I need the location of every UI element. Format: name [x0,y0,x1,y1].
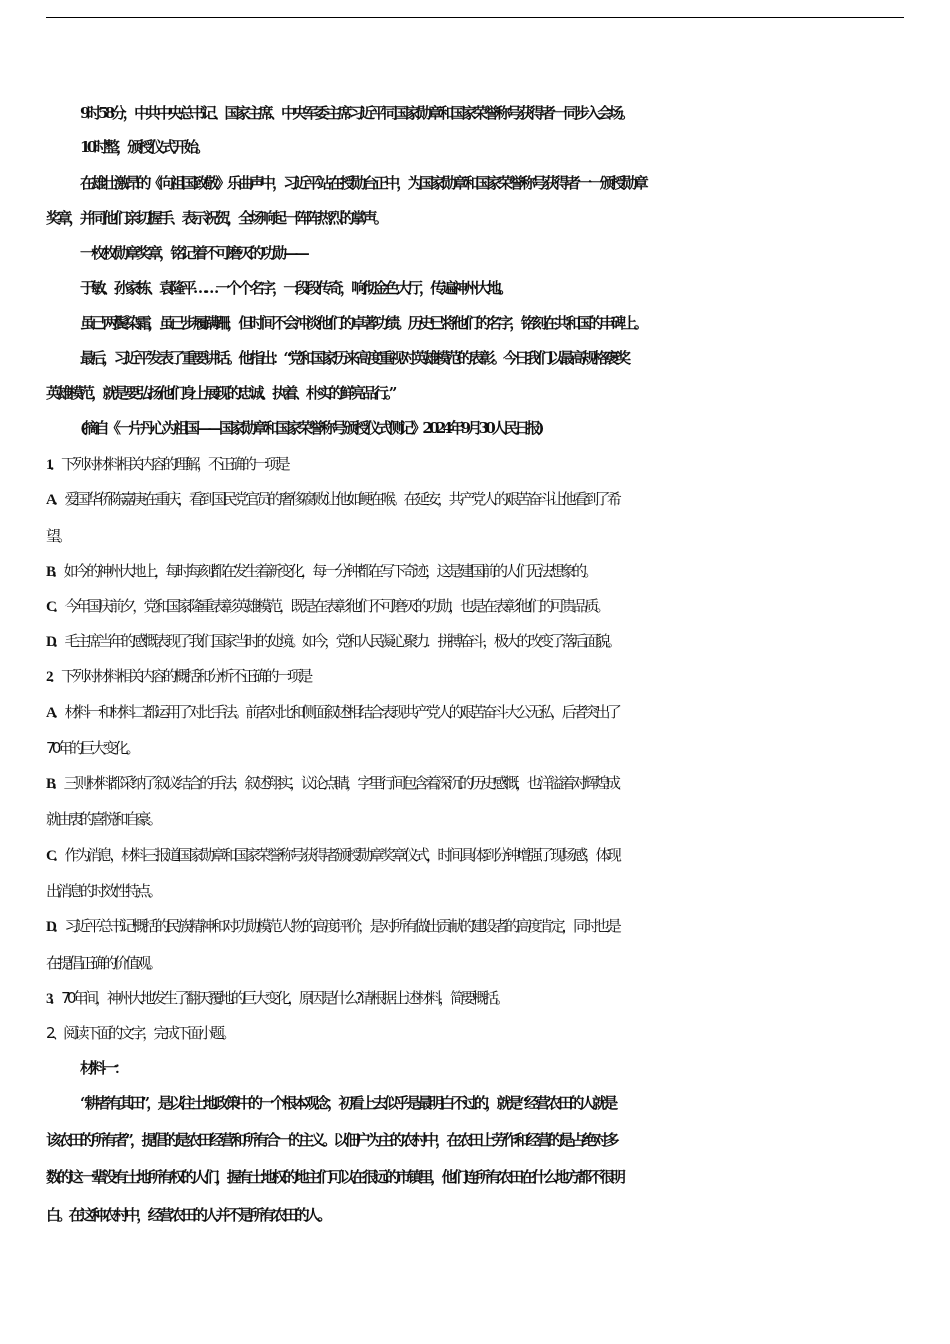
question-2 [46,665,916,688]
option-b-label: B． [46,776,64,792]
material3-source: (摘自《一片丹心为祖国——国家勋章和国家荣誉称号颁授仪式侧记》2024年9月30人民日报) [80,419,541,437]
option-a-label: A． [46,705,65,721]
question-1-stem: 下列对材料相关内容的理解，不正确的一项是 [61,455,288,473]
option-b-text: 三则材料都采纳了叙议结合的手法，叙述翔实，议论点睛，字里行间包含着深沉的历史感慨，也洋溢着对辉煌成 [63,774,618,792]
header-rule [46,17,904,18]
material3-paragraph-5: 于敏、孙家栋、袁隆平……一个个名字，一段段传奇，响彻金色大厅，传遍神州大地。 [80,279,510,297]
material3-paragraph-2: 10时整，颁授仪式开始。 [80,138,207,156]
question-2-option-c-line-1 [46,844,916,867]
option-c-text: 今年国庆前夕，党和国家隆重表彰英雄模范，既是在表彰他们不可磨灭的功勋，也是在表彰他们的可贵品质。 [64,597,607,615]
question-2-option-a-line-1 [46,701,916,724]
option-b-label: B． [46,564,64,580]
material3-paragraph-3-line-2: 奖章，并同他们亲切握手、表示祝贺，全场响起一阵阵热烈的掌声。 [46,209,386,227]
option-a-text: 材料一和材料二都运用了对比手法。前者对比和侧面叙述相结合表现共产党人的艰苦奋斗大公无私，后者突出了 [64,703,619,721]
material3-paragraph-7-line-2: 英雄模范，就是要弘扬他们身上展现的忠诚、执着、朴实的鲜亮品行。” [46,384,394,402]
option-d-label: D． [46,634,65,650]
question-3 [46,987,916,1010]
option-c-label: C． [46,848,65,864]
option-d-text: 毛主席当年的感慨表现了我们国家当时的处境。如今，党和人民凝心聚力．拼搏奋斗，极大的改变了落后面貌。 [64,632,619,650]
material3-paragraph-7-line-1: 最后，习近平发表了重要讲话。他指出：“党和国家历来高度重视对英雄模范的表彰。今日我们以最高规格褒奖 [80,349,628,367]
material-1-label: 材料一： [80,1059,126,1077]
question-3-stem: 70年间，神州大地发生了翻天覆地的巨大变化，原因是什么?请根据上述材料，简要概括。 [61,989,507,1007]
option-a-label: A． [46,492,65,508]
material-1-line-3: 数的这一辈没有土地所有权的人们，握有土地权的地主们可以在很远的市镇里，他们连所有农田在什么地方都不很明 [46,1168,623,1186]
question-1-option-a-line-2: 望。 [46,527,69,545]
question-2-stem: 下列对材料相关内容的概括和分析不正确的一项是 [61,667,310,685]
question-3-number: 3． [46,991,62,1007]
option-a-text: 爱国华侨陈嘉庚在重庆，看到国民党官员的奢侈腐败让他如鲠在喉。在延安，共产党人的艰苦奋斗让他看到了希 [64,490,619,508]
question-2-option-b-line-1 [46,772,916,795]
material3-paragraph-6: 虽已两鬓染霜，虽已步履蹒跚，但时间不会冲淡他们的卓著功绩。历史已将他们的名字，铭刻在共和国的丰碑上。 [80,314,646,332]
material3-paragraph-3-line-1: 在雄壮激昂的《向祖国致敬》乐曲声中，习近平站在授勋台正中，为国家勋章和国家荣誉称号获得者一一颁授勋章 [80,174,646,192]
question-1-number: 1． [46,457,62,473]
question-2-option-a-line-2: 70年的巨大变化。 [46,739,137,757]
option-d-text: 习近平总书记概括的民族精神和对功勋模范人物的高度评价，是对所有做出贡献的建设者的高度肯定，同时也是 [64,917,619,935]
material3-paragraph-1: 9时58分，中共中央总书记、国家主席、中央军委主席习近平同国家勋章和国家荣誉称号获得者一同步入会场。 [80,104,632,122]
section-2-heading: 2、阅读下面的文字，完成下面小题。 [46,1024,233,1042]
question-1 [46,453,916,476]
material-1-line-1: “耕者有其田”，是以往土地政策中的一个根本观念，初看上去似乎是最明白不过的，就是“经营农田的人就是 [80,1094,615,1112]
material3-paragraph-4: 一枚枚勋章奖章，铭记着不可磨灭的功勋—— [80,244,307,262]
question-2-option-b-line-2: 就由衷的喜悦和自豪。 [46,810,160,828]
question-1-option-d [46,630,916,653]
question-1-option-c [46,595,916,618]
option-d-label: D． [46,919,65,935]
question-1-option-b [46,560,916,583]
question-2-option-c-line-2: 出消息的时效性特点。 [46,882,160,900]
question-2-option-d-line-2: 在提倡正确的价值观。 [46,954,160,972]
material-1-line-4: 白。在这种农村中，经营农田的人并不是所有农田的人。 [46,1206,329,1224]
question-2-option-d-line-1 [46,915,916,938]
question-1-option-a-line-1 [46,488,916,511]
option-c-text: 作为消息，材料三报道国家勋章和国家荣誉称号获得者颁授勋章奖章仪式，时间具体到分钟增强了现场感，体现 [64,846,619,864]
option-b-text: 如今的神州大地上，每时每刻都在发生着新变化，每一分钟都在写下奇迹，这是建国前的人们无法想象的。 [63,562,595,580]
material-1-line-2: 该农田的所有者”，提倡的是农田经营和所有合一的主义。以佃户为主的农村中，在农田上劳作和经营的是占绝对多 [46,1131,616,1149]
question-2-number: 2． [46,669,62,685]
option-c-label: C． [46,599,65,615]
